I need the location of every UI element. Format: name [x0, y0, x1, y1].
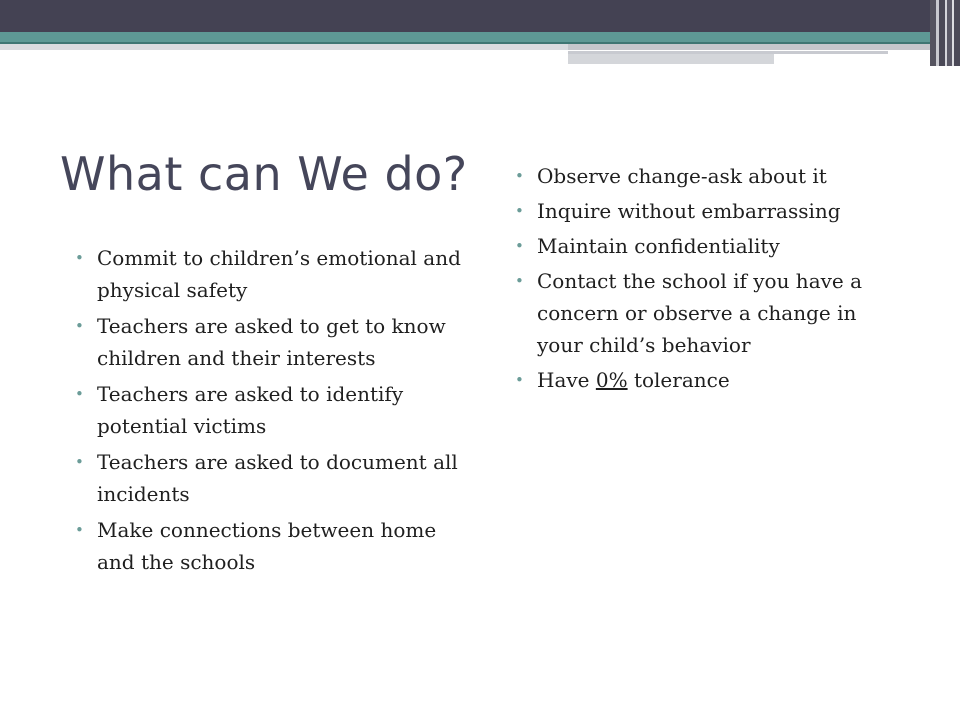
list-item: • Make connections between home and the schools [72, 514, 464, 578]
header-corner-stripe [954, 0, 960, 66]
left-bullet-list [72, 242, 464, 582]
list-item: • Teachers are asked to document all incidents [72, 446, 464, 510]
list-item: • Teachers are asked to get to know children and their interests [72, 310, 464, 374]
right-bullet-list [512, 160, 904, 399]
header-teal-band [0, 32, 930, 42]
header-gray-strip [568, 54, 774, 64]
header-gray-strip [0, 44, 568, 50]
tolerance-value: 0% [595, 368, 628, 392]
list-item: • Commit to children’s emotional and physical safety [72, 242, 464, 306]
slide-title: What can We do? [60, 147, 468, 201]
list-item: • Inquire without embarrassing [512, 195, 904, 227]
tolerance-prefix: Have [537, 368, 596, 392]
list-item: • Contact the school if you have a concern or observe a change in your child’s behavior [512, 265, 904, 361]
list-item-tolerance [512, 364, 904, 396]
list-item: • Observe change-ask about it [512, 160, 904, 192]
tolerance-suffix: tolerance [627, 368, 730, 392]
list-item: • Maintain confidentiality [512, 230, 904, 262]
list-item: • Teachers are asked to identify potential victims [72, 378, 464, 442]
header-highlight-line [568, 50, 888, 51]
header-bar [0, 0, 960, 32]
